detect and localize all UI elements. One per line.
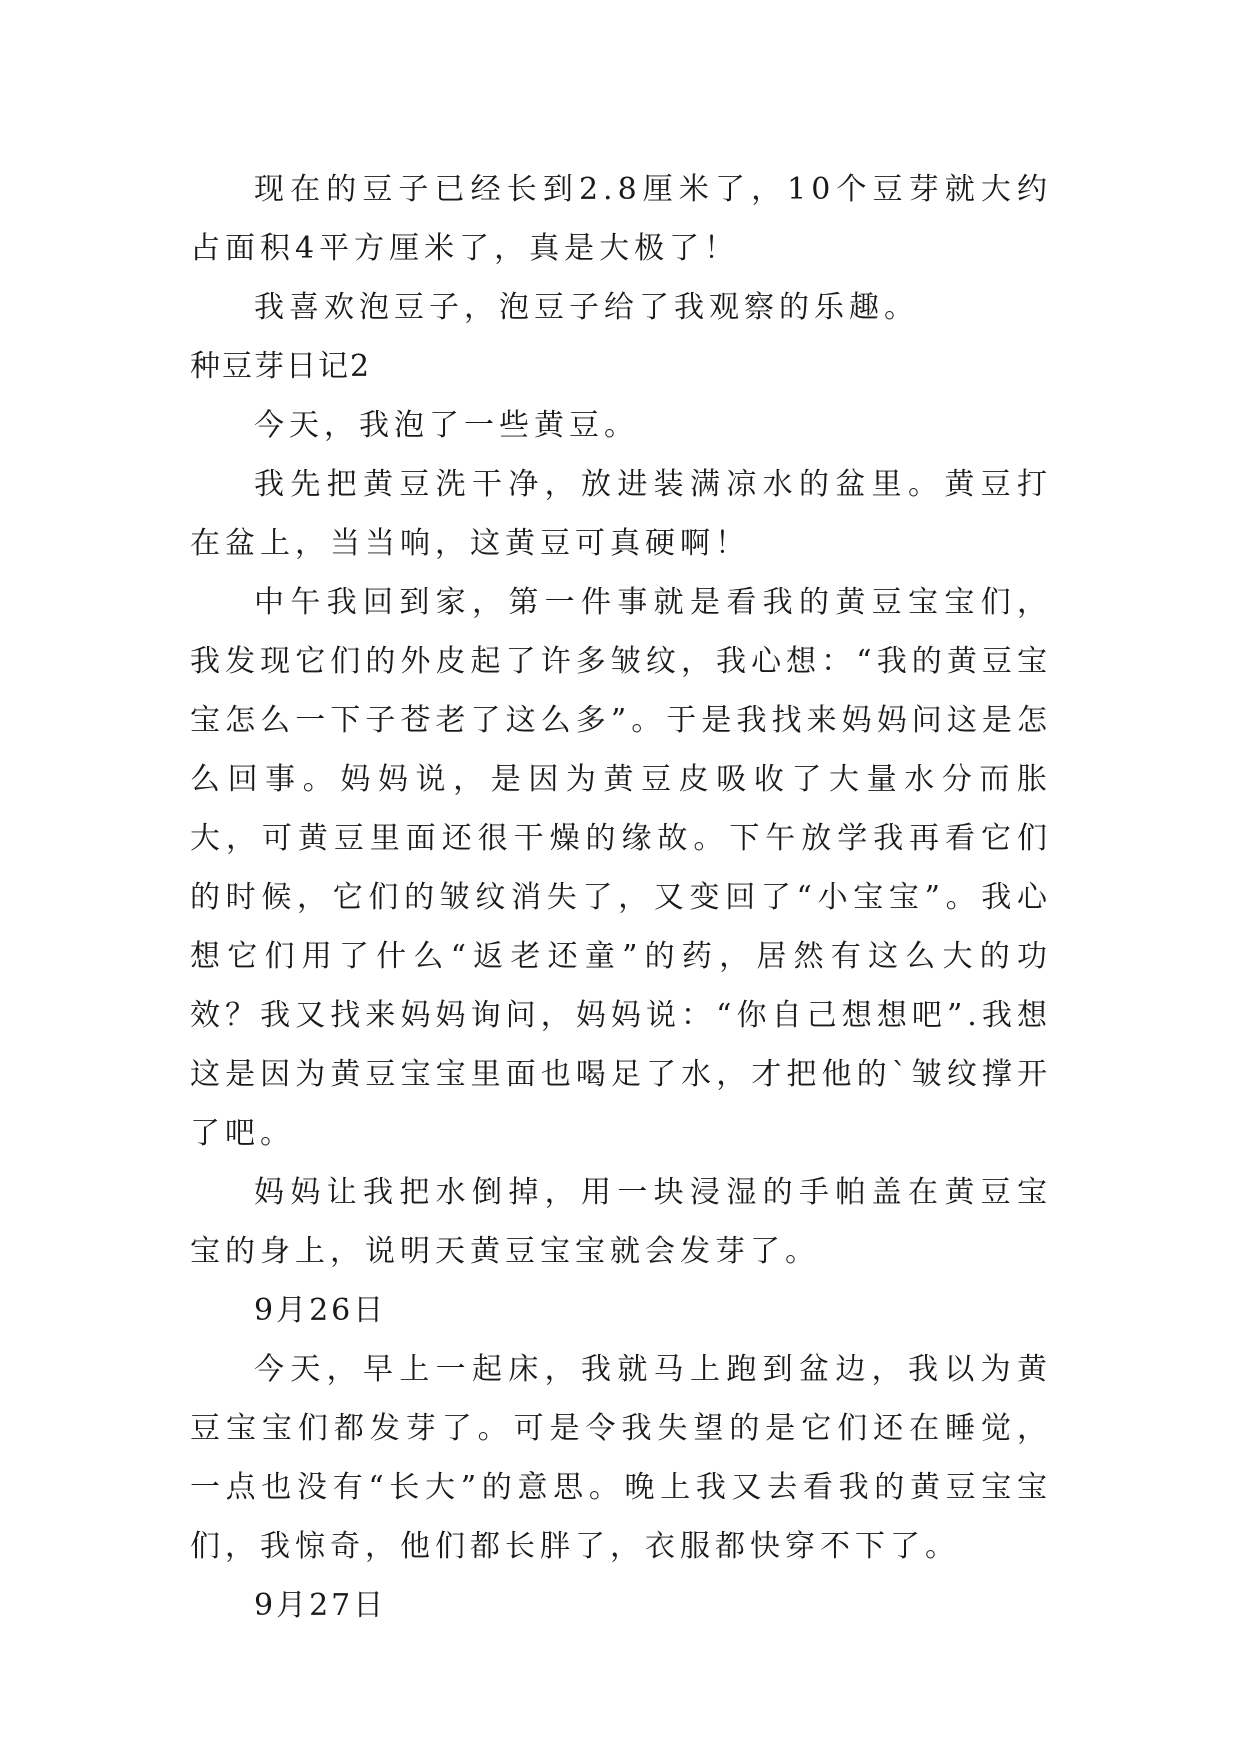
paragraph-wash-beans: 我先把黄豆洗干净，放进装满凉水的盆里。黄豆打在盆上，当当响，这黄豆可真硬啊！	[190, 467, 1052, 561]
paragraph-handkerchief: 妈妈让我把水倒掉，用一块浸湿的手帕盖在黄豆宝宝的身上，说明天黄豆宝宝就会发芽了。	[190, 1175, 1052, 1269]
paragraph-wrinkles: 中午我回到家，第一件事就是看我的黄豆宝宝们，我发现它们的外皮起了许多皱纹，我心想：“我的黄豆宝宝怎么一下子苍老了这么多”。于是我找来妈妈问这是怎么回事。妈妈说，是因为黄豆皮吸收了大量水分而胀大，可黄豆里面还很干燥的缘故。下午放学我再看它们的时候，它们的皱纹消失了，又变回了“小宝宝”。我心想它们用了什么“返老还童”的药，居然有这么大的功效？我又找来妈妈询问，妈妈说：“你自己想想吧”.我想这是因为黄豆宝宝里面也喝足了水，才把他的`皱纹撑开了吧。	[190, 585, 1052, 1151]
section-heading: 种豆芽日记2	[190, 349, 372, 384]
date-label: 9月27日	[254, 1588, 387, 1623]
paragraph-enjoy-soaking: 我喜欢泡豆子，泡豆子给了我观察的乐趣。	[254, 290, 919, 325]
paragraph-soaked-beans: 今天，我泡了一些黄豆。	[254, 408, 639, 443]
paragraph-bean-growth: 现在的豆子已经长到2.8厘米了，10个豆芽就大约占面积4平方厘米了，真是大极了！	[190, 172, 1052, 266]
paragraph-morning-check: 今天，早上一起床，我就马上跑到盆边，我以为黄豆宝宝们都发芽了。可是令我失望的是它们还在睡觉，一点也没有“长大”的意思。晚上我又去看我的黄豆宝宝们，我惊奇，他们都长胖了，衣服都快穿不下了。	[190, 1352, 1052, 1564]
document-body	[190, 160, 1052, 1635]
date-label: 9月26日	[254, 1293, 387, 1328]
